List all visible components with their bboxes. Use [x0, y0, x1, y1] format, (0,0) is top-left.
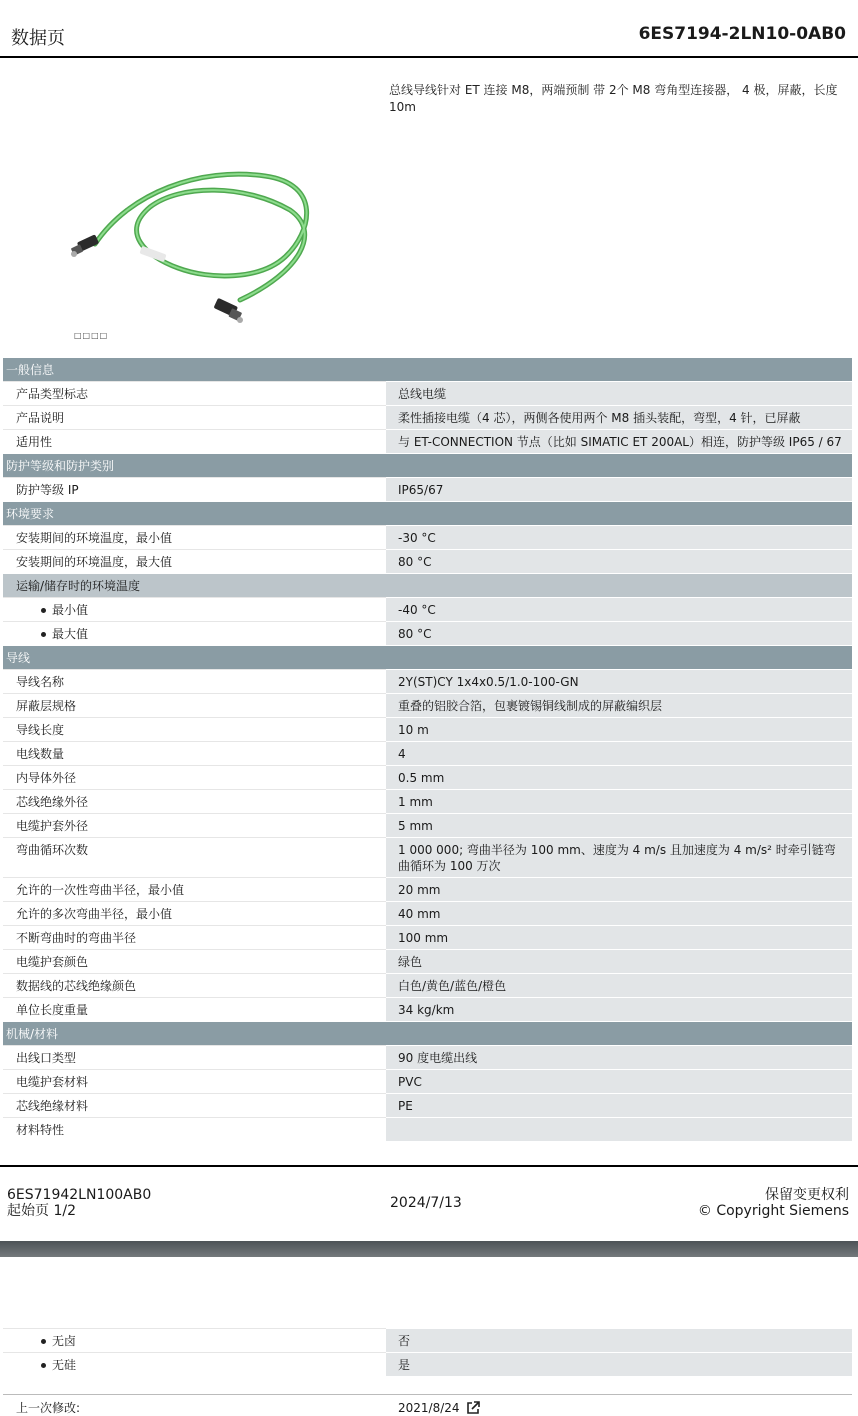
external-link-icon[interactable] [466, 1401, 480, 1415]
table-row [3, 669, 852, 693]
row-label: 芯线绝缘外径 [3, 789, 386, 813]
row-label: 安装期间的环境温度，最大值 [3, 549, 386, 573]
row-value: 80 °C [386, 549, 852, 573]
row-label: 内导体外径 [3, 765, 386, 789]
row-value: -30 °C [386, 525, 852, 549]
row-value: 90 度电缆出线 [386, 1045, 852, 1069]
row-label: 单位长度重量 [3, 997, 386, 1021]
table-row [3, 925, 852, 949]
spec-table-page2 [3, 1328, 852, 1376]
table-row [3, 549, 852, 573]
cable-product-image [60, 162, 320, 332]
row-label: 数据线的芯线绝缘颜色 [3, 973, 386, 997]
row-value: 柔性插接电缆（4 芯），两侧各使用两个 M8 插头装配，弯型，4 针，已屏蔽 [386, 405, 852, 429]
table-row [3, 741, 852, 765]
table-row [3, 477, 852, 501]
table-row [3, 1093, 852, 1117]
row-label: 防护等级 IP [3, 477, 386, 501]
row-value: -40 °C [386, 597, 852, 621]
row-value: 5 mm [386, 813, 852, 837]
row-value: 与 ET-CONNECTION 节点（比如 SIMATIC ET 200AL）相连，防护等级 IP65 / 67 [386, 429, 852, 453]
footer-right [698, 1187, 849, 1219]
row-value: 绿色 [386, 949, 852, 973]
footer-date: 2024/7/13 [390, 1195, 462, 1211]
table-row [3, 973, 852, 997]
last-modified-label: 上一次修改: [16, 1401, 81, 1415]
row-label: 允许的多次弯曲半径，最小值 [3, 901, 386, 925]
section-general: 一般信息 [3, 357, 852, 381]
last-modified-date: 2021/8/24 [398, 1400, 460, 1415]
row-label: 无硅 [3, 1352, 386, 1376]
section-mechanical: 机械/材料 [3, 1021, 852, 1045]
table-row [3, 901, 852, 925]
row-label: 电缆护套材料 [3, 1069, 386, 1093]
table-row [3, 1352, 852, 1376]
table-row [3, 405, 852, 429]
footer-copyright: © Copyright Siemens [697, 1203, 849, 1219]
row-label: 电线数量 [3, 741, 386, 765]
row-label: 产品类型标志 [3, 381, 386, 405]
row-value: 40 mm [386, 901, 852, 925]
row-label: 最大值 [3, 621, 386, 645]
page-header [0, 0, 858, 58]
page-title: 数据页 [11, 28, 65, 49]
row-value: 2Y(ST)CY 1x4x0.5/1.0-100-GN [386, 669, 852, 693]
row-label: 材料特性 [3, 1117, 386, 1141]
footer-rights: 保留变更权利 [765, 1187, 849, 1203]
row-value: 是 [386, 1352, 852, 1376]
row-value: PVC [386, 1069, 852, 1093]
row-value: 1 000 000; 弯曲半径为 100 mm、速度为 4 m/s 且加速度为 4 m/s² 时牵引链弯曲循环为 100 万次 [386, 837, 852, 877]
subsection-transport-temp: 运输/储存时的环境温度 [3, 573, 852, 597]
section-environment: 环境要求 [3, 501, 852, 525]
table-row [3, 621, 852, 645]
table-row [3, 765, 852, 789]
table-row [3, 1045, 852, 1069]
row-value: PE [386, 1093, 852, 1117]
row-label: 导线名称 [3, 669, 386, 693]
row-value: 10 m [386, 717, 852, 741]
row-label: 安装期间的环境温度，最小值 [3, 525, 386, 549]
row-value [386, 1117, 852, 1141]
image-caption: □□□□ [74, 331, 109, 340]
row-label: 适用性 [3, 429, 386, 453]
product-code: 6ES7194-2LN10-0AB0 [638, 24, 846, 44]
row-label: 出线口类型 [3, 1045, 386, 1069]
row-value: 100 mm [386, 925, 852, 949]
table-row [3, 525, 852, 549]
row-label: 导线长度 [3, 717, 386, 741]
table-row [3, 1069, 852, 1093]
row-label: 产品说明 [3, 405, 386, 429]
row-value: 80 °C [386, 621, 852, 645]
row-value: 白色/黄色/蓝色/橙色 [386, 973, 852, 997]
row-value: 4 [386, 741, 852, 765]
table-row [3, 429, 852, 453]
row-value: 20 mm [386, 877, 852, 901]
section-protection: 防护等级和防护类别 [3, 453, 852, 477]
footer-part-number: 6ES71942LN100AB0 [7, 1187, 152, 1203]
table-row [3, 693, 852, 717]
product-intro: 总线导线针对 ET 连接 M8，两端预制 带 2个 M8 弯角型连接器， 4 极，屏蔽，长度 10m [389, 83, 838, 114]
row-label: 不断弯曲时的弯曲半径 [3, 925, 386, 949]
row-value: 0.5 mm [386, 765, 852, 789]
row-label: 电缆护套外径 [3, 813, 386, 837]
table-row [3, 813, 852, 837]
page-break-divider [0, 1241, 858, 1257]
table-row [3, 1328, 852, 1352]
row-value: 重叠的铝胶合箔，包裹镀锡铜线制成的屏蔽编织层 [386, 693, 852, 717]
table-row [3, 877, 852, 901]
row-label: 无卤 [3, 1328, 386, 1352]
footer-left [7, 1187, 151, 1219]
row-label: 芯线绝缘材料 [3, 1093, 386, 1117]
row-label: 电缆护套颜色 [3, 949, 386, 973]
row-label: 屏蔽层规格 [3, 693, 386, 717]
row-label: 允许的一次性弯曲半径，最小值 [3, 877, 386, 901]
table-row [3, 789, 852, 813]
row-value: 总线电缆 [386, 381, 852, 405]
section-cable: 导线 [3, 645, 852, 669]
last-modified-value [386, 1399, 480, 1416]
spec-table [3, 357, 852, 1141]
table-row [3, 1117, 852, 1141]
row-value: 34 kg/km [386, 997, 852, 1021]
row-value: IP65/67 [386, 477, 852, 501]
row-value: 1 mm [386, 789, 852, 813]
table-row [3, 997, 852, 1021]
table-row [3, 381, 852, 405]
row-label: 弯曲循环次数 [3, 837, 386, 877]
table-row [3, 597, 852, 621]
table-row [3, 717, 852, 741]
row-label: 最小值 [3, 597, 386, 621]
table-row [3, 837, 852, 877]
page-footer [0, 1165, 858, 1241]
table-row [3, 949, 852, 973]
footer-page-number: 起始页 1/2 [7, 1203, 76, 1219]
row-value: 否 [386, 1328, 852, 1352]
